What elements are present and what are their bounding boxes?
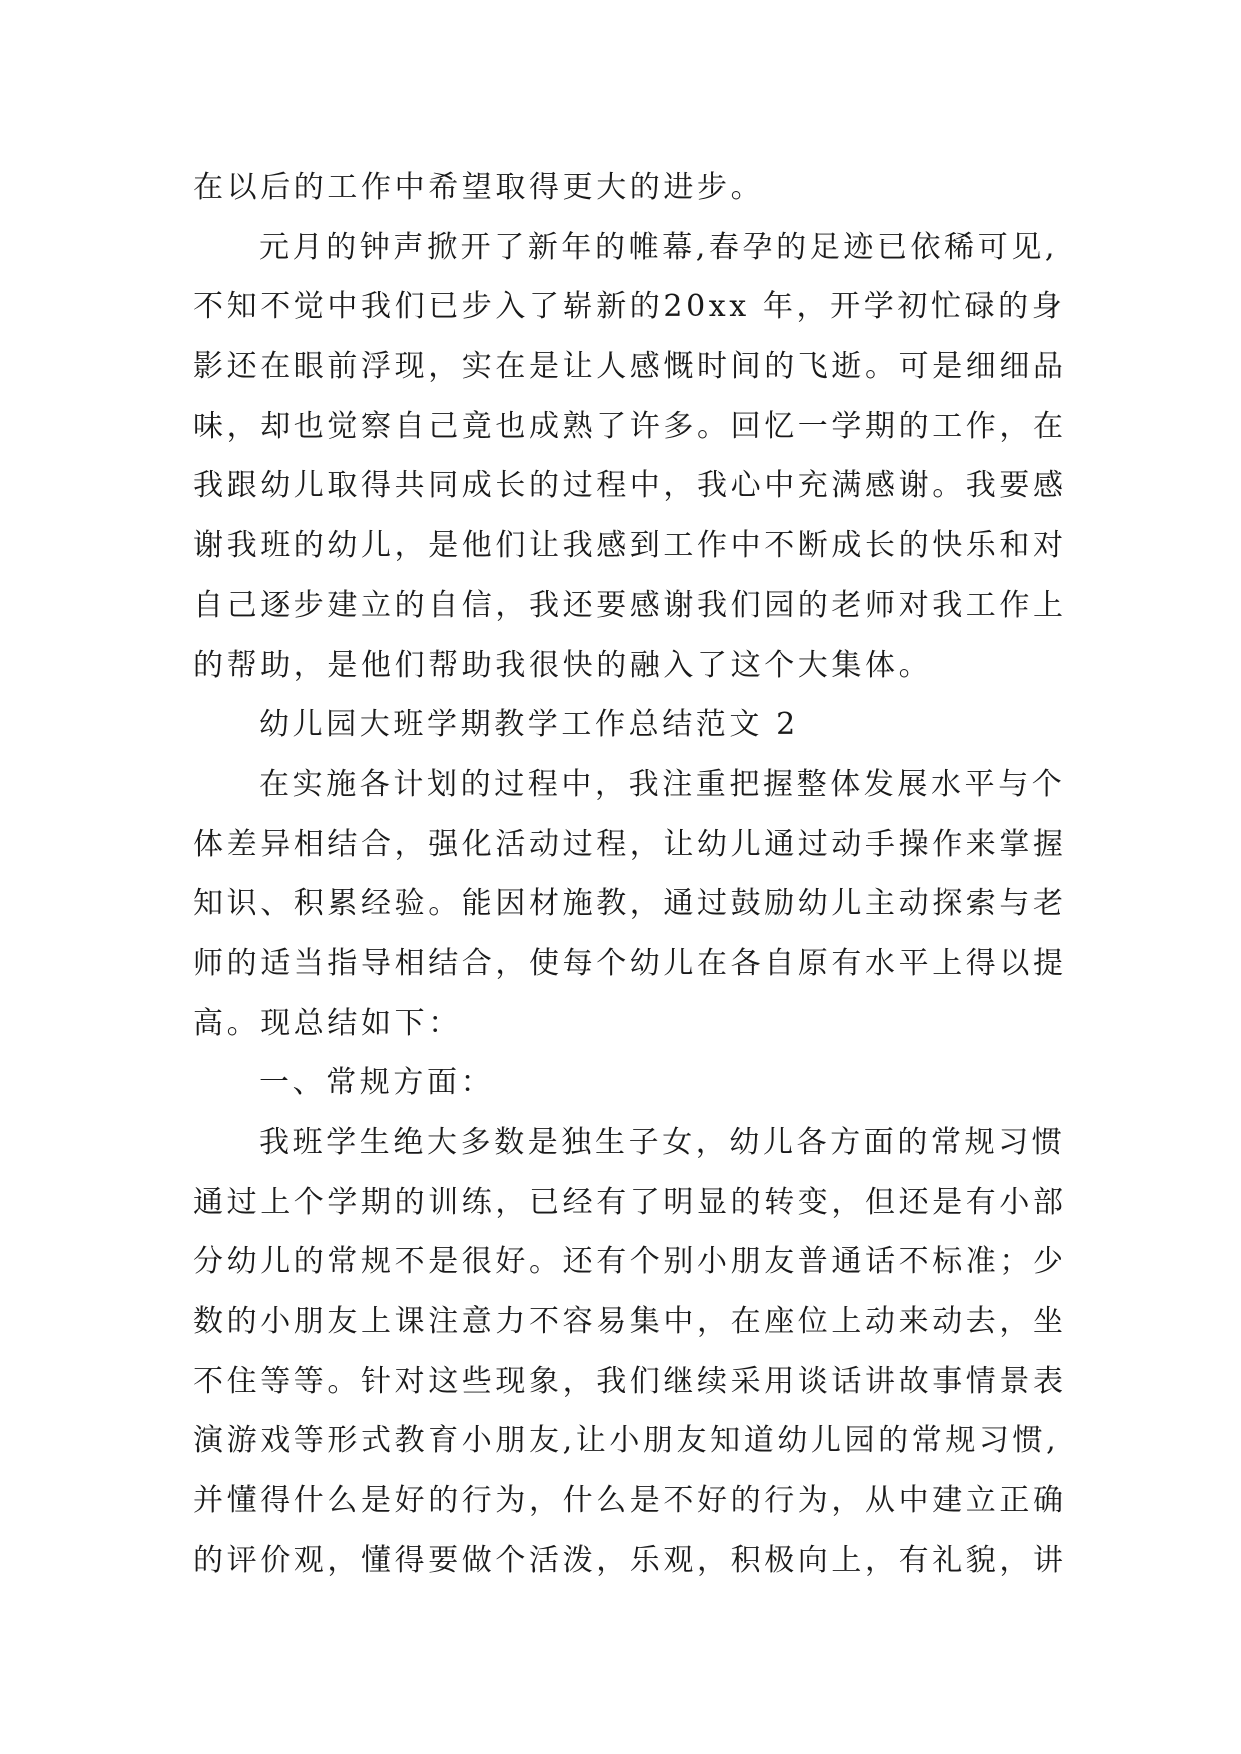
text-line: 并懂得什么是好的行为，什么是不好的行为，从中建立正确 bbox=[193, 1483, 1067, 1519]
text-line: 谢我班的幼儿，是他们让我感到工作中不断成长的快乐和对 bbox=[193, 528, 1067, 564]
text-line: 通过上个学期的训练，已经有了明显的转变，但还是有小部 bbox=[193, 1184, 1067, 1220]
section-heading: 幼儿园大班学期教学工作总结范文 2 bbox=[259, 707, 799, 743]
text-line: 不住等等。针对这些现象，我们继续采用谈话讲故事情景表 bbox=[193, 1363, 1067, 1399]
text-line: 分幼儿的常规不是很好。还有个别小朋友普通话不标准；少 bbox=[193, 1244, 1067, 1280]
text-line: 高。现总结如下： bbox=[193, 1005, 462, 1041]
text-line: 元月的钟声掀开了新年的帷幕,春孕的足迹已依稀可见, bbox=[259, 229, 1059, 265]
text-line: 在以后的工作中希望取得更大的进步。 bbox=[193, 170, 765, 205]
text-line: 我班学生绝大多数是独生子女，幼儿各方面的常规习惯 bbox=[259, 1125, 1066, 1160]
text-line: 体差异相结合，强化活动过程，让幼儿通过动手操作来掌握 bbox=[193, 826, 1067, 862]
text-line: 我跟幼儿取得共同成长的过程中，我心中充满感谢。我要感 bbox=[193, 468, 1067, 504]
text-line: 的评价观，懂得要做个活泼，乐观，积极向上，有礼貌，讲 bbox=[193, 1542, 1067, 1578]
text-line: 不知不觉中我们已步入了崭新的20xx 年，开学初忙碌的身 bbox=[193, 289, 1066, 325]
text-line: 数的小朋友上课注意力不容易集中，在座位上动来动去，坐 bbox=[193, 1304, 1067, 1340]
subsection-heading: 一、常规方面： bbox=[259, 1065, 495, 1101]
text-line: 知识、积累经验。能因材施教，通过鼓励幼儿主动探索与老 bbox=[193, 886, 1067, 922]
text-line: 演游戏等形式教育小朋友,让小朋友知道幼儿园的常规习惯, bbox=[193, 1423, 1060, 1459]
text-line: 味，却也觉察自己竟也成熟了许多。回忆一学期的工作，在 bbox=[193, 408, 1067, 444]
text-line: 在实施各计划的过程中，我注重把握整体发展水平与个 bbox=[259, 766, 1066, 802]
document-body bbox=[193, 158, 1083, 1591]
text-line: 师的适当指导相结合，使每个幼儿在各自原有水平上得以提 bbox=[193, 945, 1067, 981]
text-line: 影还在眼前浮现，实在是让人感慨时间的飞逝。可是细细品 bbox=[193, 349, 1067, 385]
text-line: 的帮助，是他们帮助我很快的融入了这个大集体。 bbox=[193, 647, 933, 683]
text-line: 自己逐步建立的自信，我还要感谢我们园的老师对我工作上 bbox=[193, 587, 1067, 623]
